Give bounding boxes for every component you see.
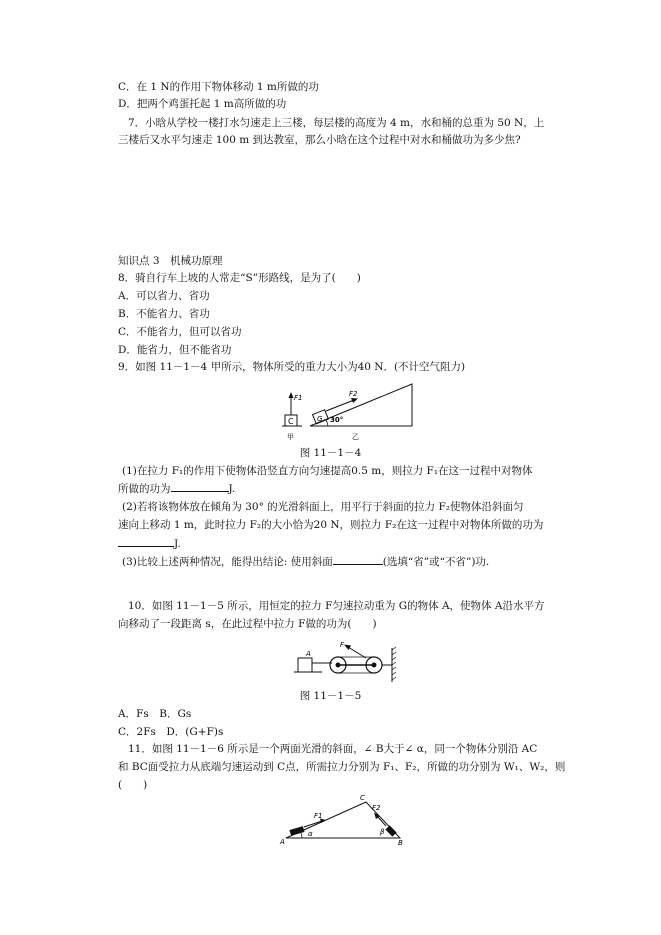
- q9-part2-answer-blank: [118, 536, 174, 547]
- fig-force-f-arrowhead: [344, 645, 351, 651]
- q10-stem-line2: 向移动了一段距离 s，在此过程中拉力 F做的功为( ): [118, 618, 377, 630]
- q7-stem-line1: 7．小晗从学校一楼打水匀速走上三楼，每层楼的高度为 4 m，水和桶的总重为 50 N，上: [128, 117, 545, 129]
- fig-block-left: [289, 826, 304, 836]
- q9-part3: [122, 554, 489, 569]
- fig-f1-arrowhead: [289, 392, 294, 398]
- q9-part1-line2: [118, 481, 235, 496]
- fig-block-right: [385, 825, 396, 836]
- fig-block-a-label: A: [306, 650, 311, 658]
- fig-f2-label: F2: [349, 390, 358, 398]
- fig-force-f-arrow: [348, 647, 366, 658]
- fig-f1-label: F1: [294, 394, 303, 402]
- q10-options-ab: A．Fs B．Gs: [118, 708, 192, 720]
- q9-part3-text: (3)比较上述两种情况，能得出结论: 使用斜面: [122, 556, 333, 568]
- q10-stem-line1: 10．如图 11－1－5 所示，用恒定的拉力 F匀速拉动重为 G的物体 A，使物体 A沿水平方: [128, 600, 545, 612]
- q11-stem-line2: 和 BC面受拉力从底端匀速运动到 C点，所需拉力分别为 F₁、F₂，所做的功分别为 W₁、W₂，则: [118, 761, 566, 773]
- fig-block-a: [298, 658, 312, 672]
- q9-part2-unit: J.: [174, 538, 181, 550]
- q9-part1-line1: (1)在拉力 F₁的作用下使物体沿竖直方向匀速提高0.5 m，则拉力 F₁在这一过程中对物体: [122, 465, 533, 477]
- q8-option-c: C．不能省力，但可以省功: [118, 326, 242, 338]
- q9-stem: 9．如图 11－1－4 甲所示，物体所受的重力大小为40 N．(不计空气阻力): [118, 361, 466, 373]
- fig-f2-arrowhead: [351, 398, 358, 403]
- q9-part3-answer-blank: [333, 554, 383, 565]
- fig-angle-arc: [326, 420, 328, 426]
- q7-stem-line2: 三楼后又水平匀速走 100 m 到达教室，那么小晗在这个过程中对水和桶做功为多少焦?: [118, 134, 521, 146]
- fig-angle-beta: β: [380, 828, 385, 836]
- fig-vertex-c: C: [360, 794, 365, 802]
- q9-part2-line1: (2)若将该物体放在倾角为 30° 的光滑斜面上，用平行于斜面的拉力 F₂使物体沿斜面匀: [122, 501, 524, 513]
- q9-part2-line3: [118, 536, 181, 551]
- q9-part2-line2: 速向上移动 1 m，此时拉力 F₂的大小恰为20 N，则拉力 F₂在这一过程中对物体所做的功为: [118, 519, 544, 531]
- fig-vertex-a: A: [280, 838, 285, 846]
- fig-vertex-b: B: [398, 839, 403, 846]
- q11-stem-line1: 11．如图 11－1－6 所示是一个两面光滑的斜面，∠ B大于∠ α，同一个物体分别沿 AC: [128, 743, 538, 755]
- q6-option-c: C．在 1 N的作用下物体移动 1 m所做的功: [118, 81, 319, 93]
- q6-option-d: D．把两个鸡蛋托起 1 m高所做的功: [118, 98, 287, 110]
- fig-jia-label: 甲: [287, 433, 294, 441]
- fig-f2-arrow: [377, 816, 386, 826]
- fig-f1-label: F1: [314, 812, 323, 820]
- q11-stem-line3: ( ): [118, 779, 148, 791]
- q8-option-d: D．能省力，但不能省功: [118, 344, 232, 356]
- figure-11-1-6: [278, 790, 408, 846]
- fig-jia-box-label: C: [288, 417, 294, 426]
- q9-part1-unit: J.: [228, 483, 236, 495]
- fig-yi-label: 乙: [352, 433, 359, 441]
- fig-force-f-label: F: [340, 641, 345, 649]
- fig-angle-alpha-arc: [301, 833, 302, 838]
- q8-option-b: B．不能省力、省功: [118, 308, 210, 320]
- fig-wall-hatching: [392, 647, 396, 680]
- figure-11-1-5-caption: 图 11－1－5: [299, 690, 362, 702]
- fig-incline: [310, 384, 412, 426]
- q10-options-cd: C．2Fs D．(G+F)s: [118, 726, 224, 738]
- fig-angle-alpha: α: [308, 830, 313, 838]
- q9-part1-answer-blank: [171, 481, 229, 492]
- q9-part3-hint: (选填“省”或“不省”)功.: [382, 556, 490, 568]
- q8-option-a: A．可以省力、省功: [118, 290, 210, 302]
- q9-part1-text: 所做的功为: [118, 483, 171, 495]
- figure-11-1-4: [280, 380, 420, 442]
- figure-11-1-5: [292, 638, 404, 684]
- figure-11-1-4-caption: 图 11－1－4: [299, 447, 362, 459]
- section-heading: 知识点 3 机械功原理: [118, 255, 223, 267]
- fig-f2-label: F2: [372, 804, 381, 812]
- fig-angle-label: 30°: [330, 416, 344, 424]
- q8-stem: 8．骑自行车上坡的人常走“S”形路线，是为了( ): [118, 272, 361, 284]
- fig-yi-box-label: G: [317, 415, 323, 423]
